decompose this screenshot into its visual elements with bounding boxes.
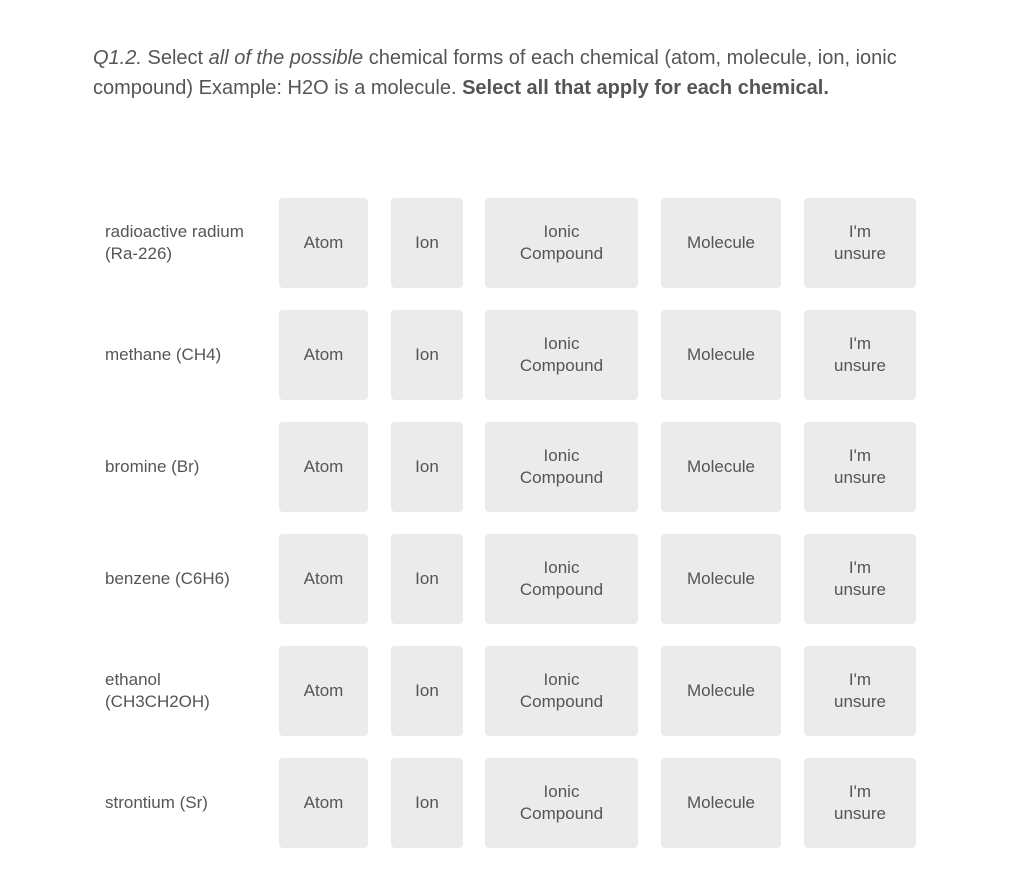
choice-label: Ion bbox=[415, 457, 439, 476]
choice-label: I'm unsure bbox=[834, 670, 886, 711]
row-label: benzene (C6H6) bbox=[105, 569, 230, 588]
choice-unsure[interactable] bbox=[804, 758, 916, 848]
question-text-part-2: chemical forms of each chemical (atom, molecule, ion, ionic compound) Example: H2O is a molecule. bbox=[93, 47, 897, 99]
choice-ion[interactable] bbox=[391, 646, 463, 736]
choice-unsure[interactable] bbox=[804, 422, 916, 512]
choice-label: Molecule bbox=[686, 457, 756, 476]
row-label: ethanol (CH3CH2OH) bbox=[105, 670, 210, 711]
choice-label: Ionic Compound bbox=[519, 446, 604, 487]
choice-atom[interactable] bbox=[279, 422, 368, 512]
choice-molecule[interactable] bbox=[661, 310, 781, 400]
choice-ion[interactable] bbox=[391, 422, 463, 512]
matrix-row-benzene bbox=[0, 534, 1024, 624]
choice-label: Ionic Compound bbox=[519, 334, 604, 375]
choice-ion[interactable] bbox=[391, 758, 463, 848]
question-number: Q1.2. bbox=[93, 47, 142, 69]
choice-ion[interactable] bbox=[391, 198, 463, 288]
choice-label: Ion bbox=[415, 345, 439, 364]
row-label: bromine (Br) bbox=[105, 457, 200, 476]
choice-label: Molecule bbox=[686, 681, 756, 700]
choice-label: I'm unsure bbox=[834, 782, 886, 823]
choice-label: I'm unsure bbox=[834, 222, 886, 263]
choice-label: Atom bbox=[303, 233, 344, 252]
choice-unsure[interactable] bbox=[804, 198, 916, 288]
choice-ionic-compound[interactable] bbox=[485, 198, 638, 288]
choice-ionic-compound[interactable] bbox=[485, 422, 638, 512]
choice-ion[interactable] bbox=[391, 534, 463, 624]
choice-label: Ionic Compound bbox=[519, 782, 604, 823]
choice-atom[interactable] bbox=[279, 198, 368, 288]
choice-molecule[interactable] bbox=[661, 534, 781, 624]
choice-label: Molecule bbox=[686, 233, 756, 252]
choice-label: Atom bbox=[303, 569, 344, 588]
choice-atom[interactable] bbox=[279, 646, 368, 736]
choice-label: Ion bbox=[415, 681, 439, 700]
choice-unsure[interactable] bbox=[804, 534, 916, 624]
matrix-row-bromine bbox=[0, 422, 1024, 512]
choice-ionic-compound[interactable] bbox=[485, 534, 638, 624]
choice-label: I'm unsure bbox=[834, 558, 886, 599]
choice-ion[interactable] bbox=[391, 310, 463, 400]
choice-atom[interactable] bbox=[279, 310, 368, 400]
matrix-row-radium bbox=[0, 198, 1024, 288]
choice-label: I'm unsure bbox=[834, 334, 886, 375]
choice-label: Ion bbox=[415, 233, 439, 252]
choice-ionic-compound[interactable] bbox=[485, 758, 638, 848]
matrix-row-strontium bbox=[0, 758, 1024, 848]
choice-label: Molecule bbox=[686, 345, 756, 364]
choice-label: Atom bbox=[303, 793, 344, 812]
question-text-part-1: Select bbox=[141, 47, 209, 69]
choice-molecule[interactable] bbox=[661, 646, 781, 736]
choice-atom[interactable] bbox=[279, 758, 368, 848]
choice-label: Ionic Compound bbox=[519, 222, 604, 263]
matrix-row-methane bbox=[0, 310, 1024, 400]
choice-ionic-compound[interactable] bbox=[485, 646, 638, 736]
row-label: methane (CH4) bbox=[105, 345, 222, 364]
choice-label: Atom bbox=[303, 457, 344, 476]
matrix-row-ethanol bbox=[0, 646, 1024, 736]
choice-label: Ion bbox=[415, 793, 439, 812]
choice-label: Molecule bbox=[686, 569, 756, 588]
choice-label: I'm unsure bbox=[834, 446, 886, 487]
row-label: strontium (Sr) bbox=[105, 793, 208, 812]
choice-molecule[interactable] bbox=[661, 758, 781, 848]
question-instruction: Select all that apply for each chemical. bbox=[462, 77, 829, 99]
choice-ionic-compound[interactable] bbox=[485, 310, 638, 400]
choice-molecule[interactable] bbox=[661, 198, 781, 288]
choice-label: Ionic Compound bbox=[519, 558, 604, 599]
choice-unsure[interactable] bbox=[804, 310, 916, 400]
choice-label: Ion bbox=[415, 569, 439, 588]
choice-unsure[interactable] bbox=[804, 646, 916, 736]
choice-molecule[interactable] bbox=[661, 422, 781, 512]
choice-atom[interactable] bbox=[279, 534, 368, 624]
row-label: radioactive radium (Ra-226) bbox=[105, 222, 244, 263]
question-text bbox=[93, 43, 963, 103]
choice-label: Atom bbox=[303, 681, 344, 700]
question-text-italic: all of the possible bbox=[208, 47, 364, 69]
choice-label: Atom bbox=[303, 345, 344, 364]
choice-label: Ionic Compound bbox=[519, 670, 604, 711]
choice-label: Molecule bbox=[686, 793, 756, 812]
